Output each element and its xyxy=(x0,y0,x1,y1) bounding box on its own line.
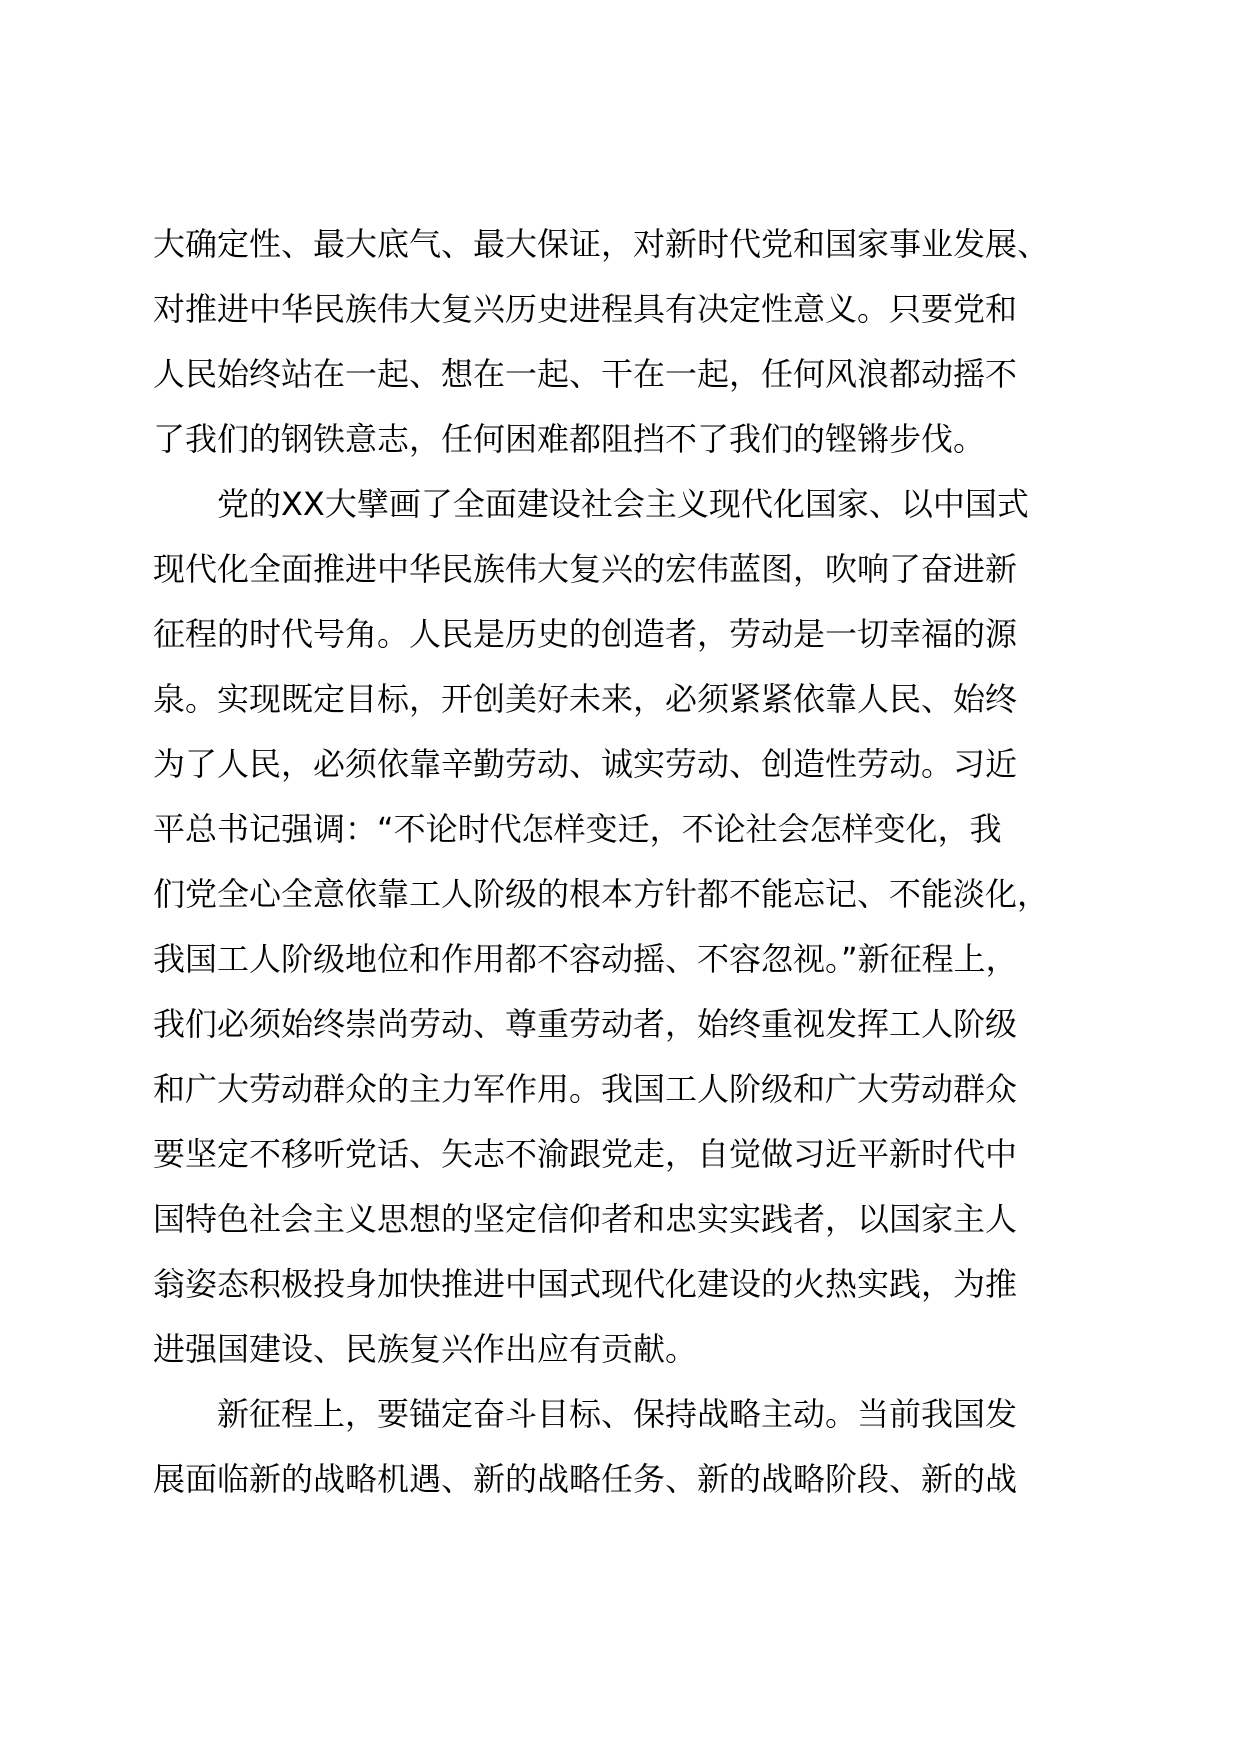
paragraph-1 xyxy=(153,212,1113,472)
paragraph-line: 对推进中华民族伟大复兴历史进程具有决定性意义。只要党和 xyxy=(153,290,1018,328)
paragraph-line: 人民始终站在一起、想在一起、干在一起，任何风浪都动摇不 xyxy=(153,355,1018,393)
paragraph-line: 党的XX大擘画了全面建设社会主义现代化国家、以中国式 xyxy=(217,485,1029,523)
paragraph-line: 平总书记强调：“不论时代怎样变迁，不论社会怎样变化，我 xyxy=(153,810,1002,848)
paragraph-line: 为了人民，必须依靠辛勤劳动、诚实劳动、创造性劳动。习近 xyxy=(153,745,1018,783)
paragraph-line: 我国工人阶级地位和作用都不容动摇、不容忽视。”新征程上， xyxy=(153,940,1018,978)
paragraph-line: 了我们的钢铁意志，任何困难都阻挡不了我们的铿锵步伐。 xyxy=(153,420,986,458)
paragraph-line: 进强国建设、民族复兴作出应有贡献。 xyxy=(153,1330,698,1368)
paragraph-line: 泉。实现既定目标，开创美好未来，必须紧紧依靠人民、始终 xyxy=(153,680,1018,718)
paragraph-line: 现代化全面推进中华民族伟大复兴的宏伟蓝图，吹响了奋进新 xyxy=(153,550,1018,588)
paragraph-line: 大确定性、最大底气、最大保证，对新时代党和国家事业发展、 xyxy=(153,225,1050,263)
paragraph-2 xyxy=(153,472,1113,1382)
paragraph-line: 新征程上，要锚定奋斗目标、保持战略主动。当前我国发 xyxy=(217,1395,1018,1433)
paragraph-line: 们党全心全意依靠工人阶级的根本方针都不能忘记、不能淡化， xyxy=(153,875,1050,913)
paragraph-3 xyxy=(153,1382,1113,1512)
paragraph-line: 要坚定不移听党话、矢志不渝跟党走，自觉做习近平新时代中 xyxy=(153,1135,1018,1173)
paragraph-line: 我们必须始终崇尚劳动、尊重劳动者，始终重视发挥工人阶级 xyxy=(153,1005,1018,1043)
paragraph-line: 展面临新的战略机遇、新的战略任务、新的战略阶段、新的战 xyxy=(153,1460,1018,1498)
paragraph-line: 和广大劳动群众的主力军作用。我国工人阶级和广大劳动群众 xyxy=(153,1070,1018,1108)
body-text xyxy=(153,212,1113,1512)
paragraph-line: 国特色社会主义思想的坚定信仰者和忠实实践者，以国家主人 xyxy=(153,1200,1018,1238)
paragraph-line: 翁姿态积极投身加快推进中国式现代化建设的火热实践，为推 xyxy=(153,1265,1018,1303)
paragraph-line: 征程的时代号角。人民是历史的创造者，劳动是一切幸福的源 xyxy=(153,615,1018,653)
